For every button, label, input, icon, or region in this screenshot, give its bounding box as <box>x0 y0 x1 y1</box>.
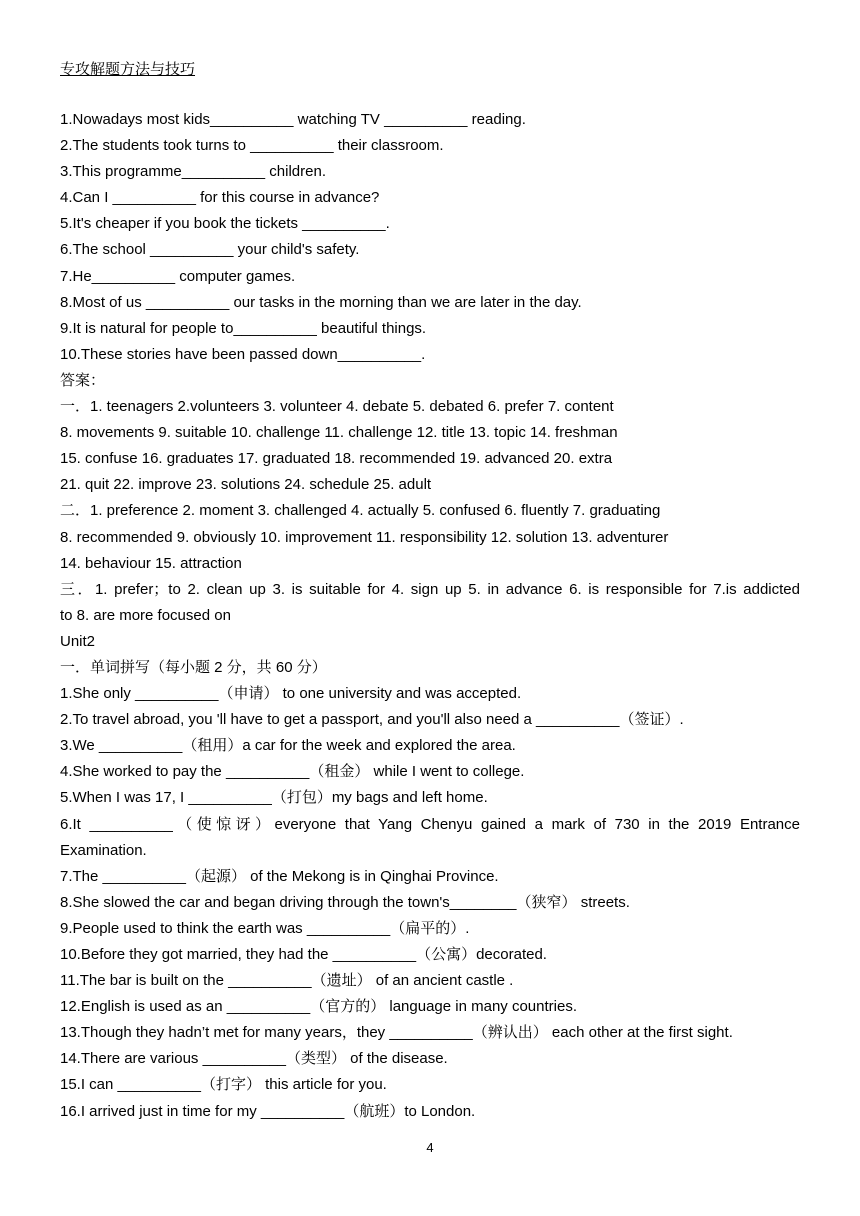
text-line: 3.We __________（租用）a car for the week and explored the area. <box>60 737 516 755</box>
text-line: 9.It is natural for people to__________ beautiful things. <box>60 319 427 337</box>
text-line: 8.Most of us __________ our tasks in the morning than we are later in the day. <box>60 293 582 311</box>
text-line: 三．1. prefer；to 2. clean up 3. is suitable for 4. sign up 5. in advance 6. is responsible for 7.is addicted <box>60 580 800 598</box>
text-line: Unit2 <box>60 632 96 650</box>
text-line: 8. movements 9. suitable 10. challenge 11. challenge 12. title 13. topic 14. freshman <box>60 424 618 442</box>
text-line: 8.She slowed the car and began driving through the town's________（狭窄） streets. <box>60 893 630 911</box>
page-header: 专攻解题方法与技巧 <box>60 60 196 78</box>
text-line: 2.The students took turns to __________ their classroom. <box>60 137 444 155</box>
text-line: 1.Nowadays most kids__________ watching TV __________ reading. <box>60 111 526 128</box>
text-line: 14. behaviour 15. attraction <box>60 554 242 572</box>
text-line: 7.The __________（起源） of the Mekong is in Qinghai Province. <box>60 867 499 885</box>
text-line: 4.She worked to pay the __________（租金） while I went to college. <box>60 763 525 781</box>
text-line: 21. quit 22. improve 23. solutions 24. schedule 25. adult <box>60 476 432 494</box>
text-line: 9.People used to think the earth was __________（扁平的）. <box>60 919 470 937</box>
text-line: 12.English is used as an __________（官方的） language in many countries. <box>60 998 577 1016</box>
text-line: 16.I arrived just in time for my __________（航班）to London. <box>60 1102 476 1120</box>
text-line: 5.It's cheaper if you book the tickets __________. <box>60 215 390 233</box>
text-line: 6.It __________（使惊讶）everyone that Yang Chenyu gained a mark of 730 in the 2019 Entrance <box>60 815 800 833</box>
text-line: 15.I can __________（打字） this article for you. <box>60 1076 387 1094</box>
text-line: 4.Can I __________ for this course in advance? <box>60 189 380 207</box>
text-line: 5.When I was 17, I __________（打包）my bags and left home. <box>60 789 488 807</box>
text-line: 13.Though they hadn’t met for many years，they __________（辨认出） each other at the first sight. <box>60 1024 733 1042</box>
text-line: 10.Before they got married, they had the __________（公寓）decorated. <box>60 946 547 963</box>
document-body <box>60 107 800 1125</box>
text-line: to 8. are more focused on <box>60 606 231 624</box>
text-line: 7.He__________ computer games. <box>60 267 296 285</box>
text-line: 2.To travel abroad, you 'll have to get a passport, and you'll also need a __________（签证）. <box>60 711 684 729</box>
page-number: 4 <box>426 1140 434 1155</box>
text-line: 一．单词拼写（每小题 2 分，共 60 分） <box>60 658 327 676</box>
text-line: 一．1. teenagers 2.volunteers 3. volunteer 4. debate 5. debated 6. prefer 7. content <box>60 398 614 416</box>
text-line: Examination. <box>60 841 147 859</box>
text-line: 14.There are various __________（类型） of the disease. <box>60 1050 448 1068</box>
text-line: 答案： <box>60 371 106 389</box>
text-line: 二．1. preference 2. moment 3. challenged 4. actually 5. confused 6. fluently 7. graduating <box>60 502 661 520</box>
text-line: 1.She only __________（申请） to one university and was accepted. <box>60 685 522 703</box>
text-line: 15. confuse 16. graduates 17. graduated 18. recommended 19. advanced 20. extra <box>60 450 613 468</box>
text-line: 11.The bar is built on the __________（遗址） of an ancient castle . <box>60 972 514 990</box>
text-line: 6.The school __________ your child's safety. <box>60 241 360 259</box>
text-line: 8. recommended 9. obviously 10. improvement 11. responsibility 12. solution 13. adventurer <box>60 528 669 546</box>
text-line: 10.These stories have been passed down__________. <box>60 345 426 363</box>
text-line: 3.This programme__________ children. <box>60 163 326 181</box>
